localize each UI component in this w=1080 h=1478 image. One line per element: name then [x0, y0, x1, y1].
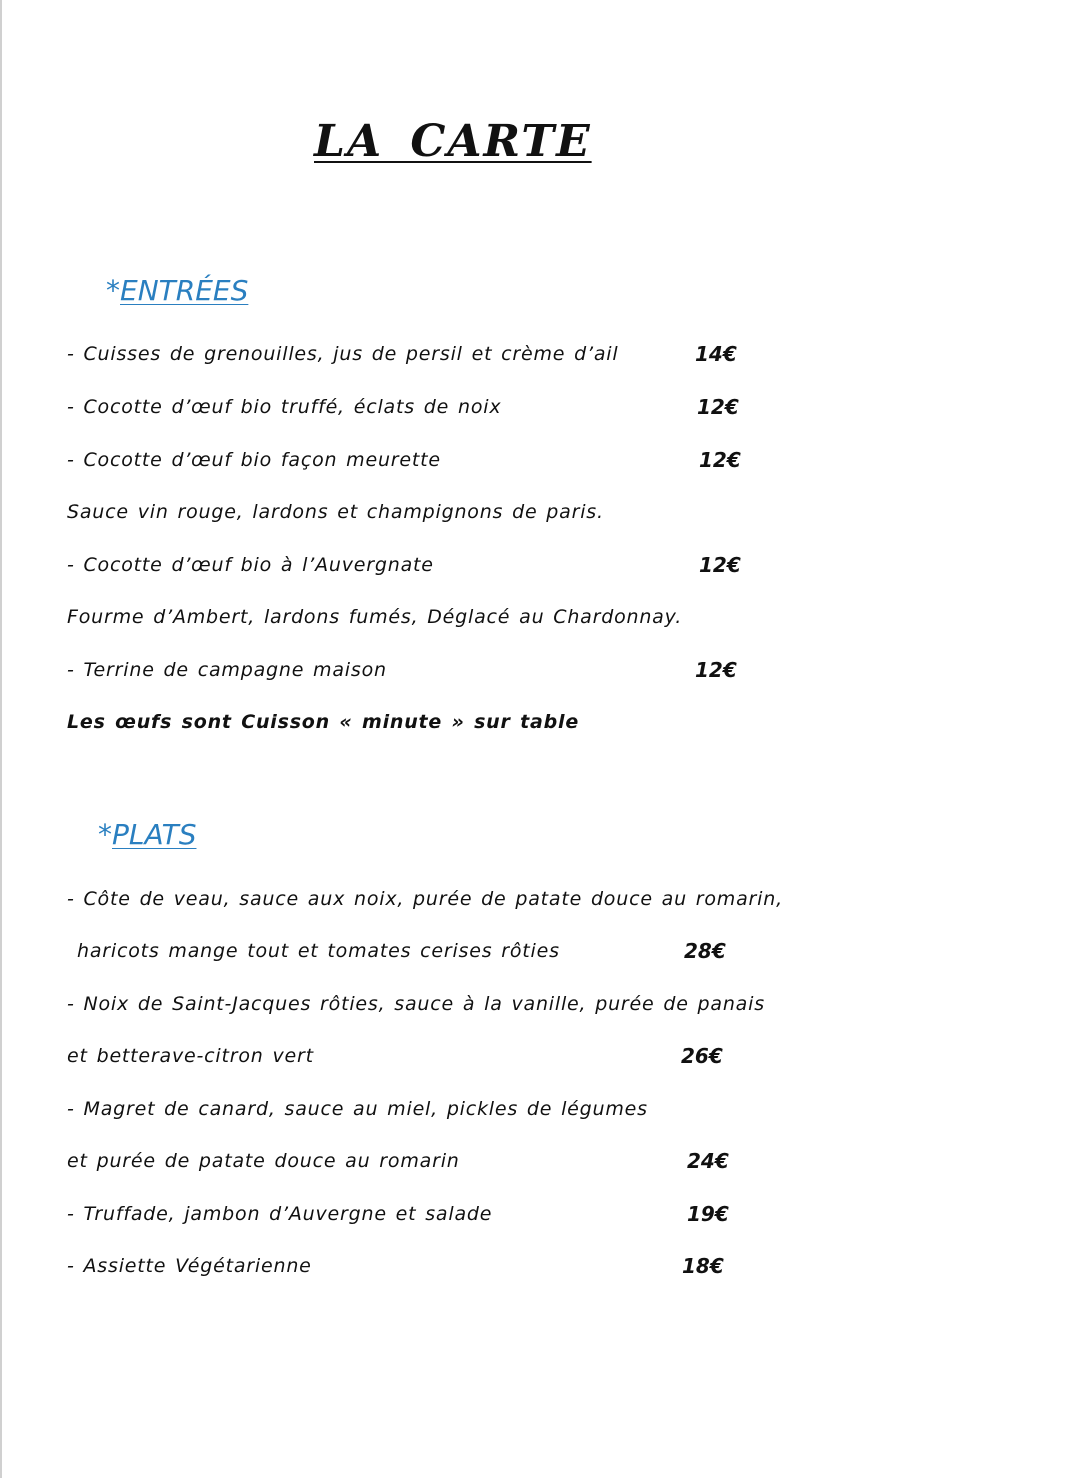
- section-star: *: [106, 274, 120, 307]
- entree-description: Sauce vin rouge, lardons et champignons de paris.: [67, 501, 604, 523]
- entree-line: - Cocotte d’œuf bio façon meurette: [67, 449, 441, 471]
- plat-line: - Assiette Végétarienne: [67, 1255, 312, 1277]
- section-label: ENTRÉES: [120, 274, 249, 307]
- plat-line: haricots mange tout et tomates cerises rôties: [77, 940, 560, 962]
- entree-price: 12€: [697, 395, 739, 419]
- entree-price: 12€: [695, 658, 737, 682]
- plat-line: et purée de patate douce au romarin: [67, 1150, 460, 1172]
- entree-line: - Terrine de campagne maison: [67, 659, 387, 681]
- section-label: PLATS: [112, 818, 197, 851]
- section-heading-entrees: [106, 274, 248, 307]
- entree-price: 12€: [699, 553, 741, 577]
- plat-line: - Truffade, jambon d’Auvergne et salade: [67, 1203, 493, 1225]
- plat-line: et betterave-citron vert: [67, 1045, 314, 1067]
- plat-line: - Côte de veau, sauce aux noix, purée de patate douce au romarin,: [67, 888, 783, 910]
- menu-title: LA CARTE: [314, 116, 592, 167]
- plat-line: - Noix de Saint-Jacques rôties, sauce à la vanille, purée de panais: [67, 993, 765, 1015]
- entree-line: - Cocotte d’œuf bio truffé, éclats de noix: [67, 396, 502, 418]
- entree-line: - Cocotte d’œuf bio à l’Auvergnate: [67, 554, 434, 576]
- section-heading-plats: [98, 818, 196, 851]
- section-star: *: [98, 818, 112, 851]
- plat-price: 26€: [681, 1044, 723, 1068]
- plat-price: 24€: [687, 1149, 729, 1173]
- plat-price: 28€: [684, 939, 726, 963]
- page-edge: [0, 0, 2, 1478]
- entree-price: 14€: [695, 342, 737, 366]
- plat-price: 19€: [687, 1202, 729, 1226]
- plat-price: 18€: [682, 1254, 724, 1278]
- entree-price: 12€: [699, 448, 741, 472]
- entree-description: Fourme d’Ambert, lardons fumés, Déglacé au Chardonnay.: [67, 606, 683, 628]
- entree-note: Les œufs sont Cuisson « minute » sur table: [67, 711, 580, 733]
- entree-line: - Cuisses de grenouilles, jus de persil et crème d’ail: [67, 343, 619, 365]
- plat-line: - Magret de canard, sauce au miel, pickles de légumes: [67, 1098, 648, 1120]
